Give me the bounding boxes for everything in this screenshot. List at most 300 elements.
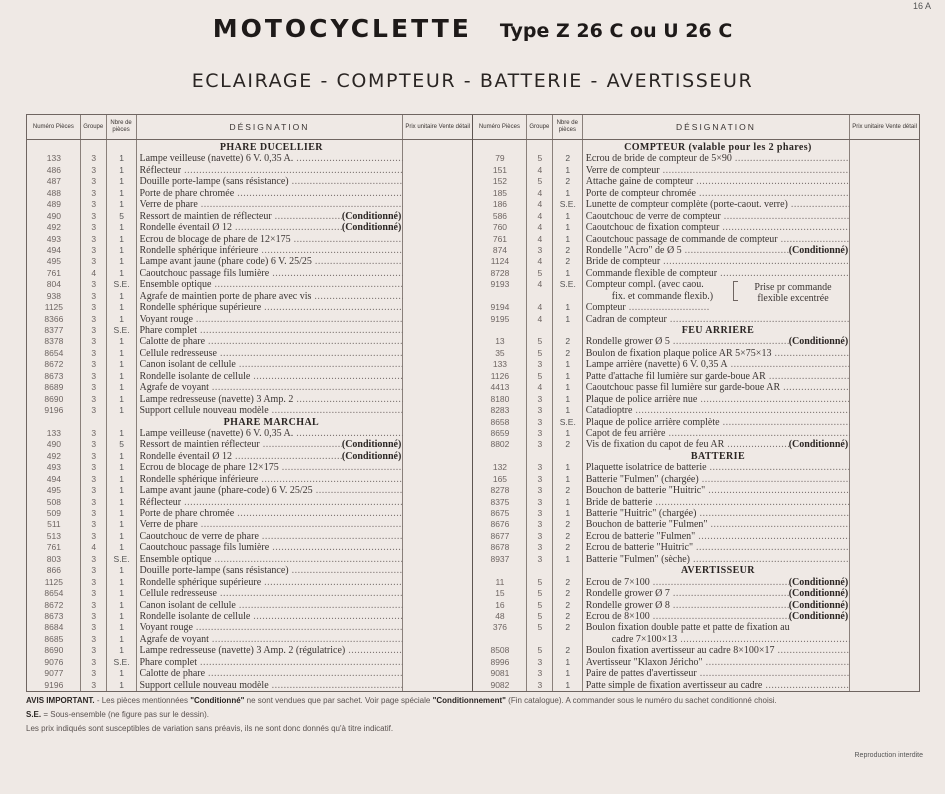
table-row <box>473 588 919 599</box>
quantity: 1 <box>119 233 124 244</box>
designation <box>583 268 850 279</box>
quantity: 1 <box>119 405 124 416</box>
table-row <box>473 462 919 473</box>
price-cell <box>850 153 919 164</box>
prise-line-1: Prise pr commande <box>754 282 832 294</box>
designation <box>137 577 404 588</box>
avis-conditionne: "Conditionné" <box>190 696 245 705</box>
quantity: 1 <box>119 244 124 255</box>
part-number: 152 <box>492 176 508 187</box>
group: 3 <box>91 668 97 679</box>
cell-empty <box>527 451 553 462</box>
part-number: 513 <box>46 530 61 541</box>
table-row <box>27 165 472 176</box>
designation <box>583 428 850 439</box>
designation <box>137 382 404 393</box>
designation <box>137 222 404 233</box>
quantity: 1 <box>565 359 571 370</box>
group: 3 <box>537 473 543 484</box>
price-cell <box>403 359 472 370</box>
part-number: 487 <box>46 176 61 187</box>
conditionne-label: (Conditionné) <box>788 336 849 348</box>
table-row <box>473 554 919 565</box>
price-cell <box>850 268 919 279</box>
quantity: 2 <box>565 485 571 496</box>
part-number: 132 <box>492 462 508 473</box>
designation-text: Lunette de compteur complète (porte-caout. verre) ..... <box>586 199 850 210</box>
quantity: 1 <box>565 405 571 416</box>
quantity: 1 <box>119 336 124 347</box>
designation-text: Lampe veilleuse (navette) 6 V. 0,35 A. ..... <box>140 153 404 164</box>
designation-text: Bride de compteur ..... <box>586 256 850 267</box>
table-row <box>27 680 472 691</box>
header-nbre: Nbre de pièces <box>553 115 583 139</box>
designation <box>583 394 850 405</box>
designation-text: Verre de compteur ..... <box>586 165 850 176</box>
price-cell <box>850 291 919 302</box>
designation-text: Batterie "Fulmen" (chargée) ..... <box>586 474 850 485</box>
designation <box>583 256 850 267</box>
designation-text: Caoutchouc passage fils lumière ..... <box>140 268 404 279</box>
table-row <box>473 508 919 519</box>
designation <box>137 188 404 199</box>
conditionne-label: (Conditionné) <box>788 576 849 588</box>
designation-text: Porte de phare chromée ..... <box>140 188 404 199</box>
table-row <box>27 485 472 496</box>
designation <box>583 645 850 656</box>
designation-text: Rondelle grower Ø 7 ..... <box>586 588 789 599</box>
table-row <box>27 577 472 588</box>
designation <box>137 542 404 553</box>
designation-text: Calotte de phare ..... <box>140 336 404 347</box>
designation-text: Agrafe de voyant ..... <box>140 634 404 645</box>
cell-empty <box>27 142 81 153</box>
part-number: 133 <box>46 427 61 438</box>
table-row <box>27 554 472 565</box>
cell-empty <box>527 325 553 336</box>
designation-text: Batterie "Fulmen" (sèche) ..... <box>586 554 850 565</box>
designation-text: Cellule redresseuse ..... <box>140 588 404 599</box>
price-cell <box>403 199 472 210</box>
designation-text: Caoutchouc passe fil lumière sur garde-boue AR ..... <box>586 382 850 393</box>
designation-text: Voyant rouge ..... <box>140 622 404 633</box>
quantity: 1 <box>119 508 124 518</box>
designation <box>583 668 850 679</box>
quantity: 1 <box>119 450 124 461</box>
table-row <box>27 394 472 405</box>
group: 5 <box>537 610 543 621</box>
quantity: 1 <box>119 187 124 198</box>
price-cell <box>850 234 919 245</box>
designation-text: Patte d'attache fil lumière sur garde-boue AR ..... <box>586 371 850 382</box>
quantity: 1 <box>119 565 124 576</box>
designation-text: Vis de fixation du capot de feu AR ..... <box>586 439 789 450</box>
price-cell <box>403 611 472 622</box>
price-cell <box>403 188 472 199</box>
designation-text: Bouchon de batterie "Huitric" ..... <box>586 485 850 496</box>
conditionne-label: (Conditionné) <box>788 439 849 451</box>
designation-text: Réflecteur ..... <box>140 165 404 176</box>
group: 3 <box>91 347 97 358</box>
designation <box>137 428 404 439</box>
section-heading: PHARE DUCELLIER <box>219 142 323 153</box>
designation <box>137 451 404 462</box>
price-cell <box>403 302 472 313</box>
part-number: 493 <box>46 462 61 473</box>
designation <box>137 645 404 656</box>
price-cell <box>403 485 472 496</box>
part-number: 866 <box>46 565 61 576</box>
price-cell <box>850 451 919 462</box>
group: 4 <box>537 210 543 221</box>
designation <box>583 474 850 485</box>
part-number: 8677 <box>490 530 510 541</box>
quantity: 1 <box>119 679 124 690</box>
table-row <box>473 336 919 347</box>
designation-text: Commande flexible de compteur ..... <box>586 268 850 279</box>
quantity: 1 <box>119 519 124 530</box>
price-cell <box>850 474 919 485</box>
price-cell <box>403 462 472 473</box>
quantity: 1 <box>565 267 571 278</box>
price-cell <box>403 565 472 576</box>
designation <box>137 279 404 290</box>
section-heading: BATTERIE <box>690 450 746 462</box>
part-number: 35 <box>495 347 505 358</box>
quantity: 2 <box>565 610 571 621</box>
section-heading-row <box>27 142 472 153</box>
quantity: 1 <box>565 679 571 690</box>
part-number: 8684 <box>44 622 64 633</box>
group: 3 <box>537 416 543 427</box>
part-number: 492 <box>46 450 61 461</box>
designation <box>583 382 850 393</box>
designation-text: Boulon de fixation plaque police AR 5×75×13 ..... <box>586 348 850 359</box>
designation-text: Batterie "Huitric" (chargée) ..... <box>586 508 850 519</box>
designation <box>583 359 850 370</box>
part-number: 48 <box>495 610 505 621</box>
prise-commande-note <box>733 282 853 304</box>
quantity: 1 <box>119 393 124 404</box>
part-number: 9193 <box>490 279 510 290</box>
page-subtitle: ECLAIRAGE - COMPTEUR - BATTERIE - AVERTISSEUR <box>191 70 754 92</box>
header-groupe: Groupe <box>527 115 553 139</box>
designation <box>137 176 404 187</box>
quantity: 1 <box>565 473 571 484</box>
part-number: 9082 <box>490 679 510 690</box>
designation <box>583 657 850 668</box>
reproduction-notice: Reproduction interdite <box>854 752 923 759</box>
part-number: 761 <box>46 267 61 278</box>
group: 4 <box>91 267 97 278</box>
part-number: 1125 <box>44 576 64 587</box>
group: 3 <box>537 656 543 667</box>
price-cell <box>403 634 472 645</box>
part-number: 8689 <box>44 382 64 393</box>
quantity: 1 <box>119 164 124 175</box>
group: 3 <box>537 359 543 370</box>
price-cell <box>403 279 472 290</box>
quantity: 1 <box>119 199 124 210</box>
designation-text: Rondelle sphérique inférieure ..... <box>140 474 404 485</box>
designation <box>137 531 404 542</box>
quantity: 1 <box>119 302 124 313</box>
group: 5 <box>537 153 543 164</box>
price-cell <box>403 234 472 245</box>
quantity: 1 <box>119 267 124 278</box>
designation-text: Canon isolant de cellule ..... <box>140 600 404 611</box>
price-cell <box>850 519 919 530</box>
table-row <box>27 199 472 210</box>
avis-important-note <box>26 696 920 706</box>
price-cell <box>403 645 472 656</box>
part-number: 133 <box>492 359 508 370</box>
price-cell <box>850 611 919 622</box>
designation-text: Rondelle sphérique supérieure ..... <box>140 302 404 313</box>
price-cell <box>850 622 919 633</box>
brace-icon <box>733 281 738 301</box>
cell-empty <box>473 451 527 462</box>
designation <box>137 234 404 245</box>
part-number: 9081 <box>490 668 510 679</box>
part-number: 760 <box>492 222 508 233</box>
group: 3 <box>91 199 97 210</box>
quantity: 1 <box>119 370 124 381</box>
price-cell <box>850 588 919 599</box>
cell-empty <box>81 142 107 153</box>
group: 3 <box>91 313 97 324</box>
designation <box>137 153 404 164</box>
group: 5 <box>537 599 543 610</box>
part-number: 508 <box>46 496 61 507</box>
group: 3 <box>91 462 97 473</box>
header-designation: DÉSIGNATION <box>137 115 404 139</box>
quantity: 1 <box>119 633 124 644</box>
section-heading-row <box>27 417 472 428</box>
part-number: 8937 <box>490 553 510 564</box>
group: 4 <box>537 279 543 290</box>
price-cell <box>850 565 919 576</box>
part-number: 15 <box>495 588 505 599</box>
designation <box>583 371 850 382</box>
quantity <box>553 291 583 302</box>
part-number: 8278 <box>490 485 510 496</box>
group: 3 <box>91 450 97 461</box>
part-number: 761 <box>492 233 508 244</box>
price-cell <box>403 417 472 428</box>
part-number <box>473 291 527 302</box>
part-number: 9196 <box>44 405 64 416</box>
group: 3 <box>91 187 97 198</box>
table-row <box>27 497 472 508</box>
designation-text: Porte de compteur chromée ..... <box>586 188 850 199</box>
price-cell <box>403 439 472 450</box>
price-cell <box>403 577 472 588</box>
group: 3 <box>537 553 543 564</box>
part-number: 8366 <box>44 313 64 324</box>
part-number: 1125 <box>44 302 64 313</box>
part-number: 8659 <box>490 427 510 438</box>
table-row <box>473 622 919 633</box>
table-row <box>27 336 472 347</box>
part-number: 8283 <box>490 405 510 416</box>
quantity: 1 <box>565 462 571 473</box>
designation-text: Support cellule nouveau modèle ..... <box>140 405 404 416</box>
part-number: 8672 <box>44 599 64 610</box>
group: 3 <box>91 222 97 233</box>
designation-text: Ecrou de blocage de phare 12×175 ..... <box>140 462 404 473</box>
table-row <box>473 234 919 245</box>
table-row <box>27 462 472 473</box>
designation <box>583 497 850 508</box>
designation <box>583 542 850 553</box>
part-number: 874 <box>492 244 508 255</box>
part-number: 133 <box>46 153 61 164</box>
table-row <box>473 371 919 382</box>
table-row <box>27 371 472 382</box>
cell-empty <box>527 565 553 576</box>
designation-text: Boulon fixation double patte et patte de fixation au <box>585 622 790 634</box>
price-cell <box>850 359 919 370</box>
quantity: 1 <box>119 530 124 541</box>
section-heading: PHARE MARCHAL <box>223 416 320 428</box>
designation <box>137 405 404 416</box>
quantity: 1 <box>119 462 124 473</box>
conditionne-label: (Conditionné) <box>788 610 849 622</box>
quantity: S.E. <box>113 553 130 564</box>
designation <box>583 234 850 245</box>
designation <box>137 359 404 370</box>
price-cell <box>850 554 919 565</box>
quantity: 1 <box>119 473 124 484</box>
price-cell <box>403 451 472 462</box>
designation <box>137 519 404 530</box>
designation-text: Ensemble optique ..... <box>140 279 404 290</box>
price-cell <box>850 657 919 668</box>
table-row <box>27 519 472 530</box>
group: 5 <box>537 645 543 656</box>
cell-empty <box>107 142 137 153</box>
part-number: 489 <box>46 199 61 210</box>
price-cell <box>850 417 919 428</box>
table-row <box>473 428 919 439</box>
price-cell <box>850 382 919 393</box>
designation-text: Ressort de maintien réflecteur ..... <box>140 439 342 450</box>
group: 5 <box>537 347 543 358</box>
table-header <box>473 115 919 140</box>
group: 3 <box>537 530 543 541</box>
page-title: MOTOCYCLETTE <box>212 14 472 43</box>
group: 3 <box>537 679 543 690</box>
designation <box>137 508 404 519</box>
designation-text: Verre de phare ..... <box>140 199 404 210</box>
quantity: S.E. <box>113 656 130 667</box>
part-number: 8508 <box>490 645 510 656</box>
quantity: 1 <box>565 370 571 381</box>
page-title-block <box>0 14 945 43</box>
avis-text-3: (Fin catalogue). A commander sous le numéro du sachet conditionné choisi. <box>505 696 777 705</box>
quantity: 1 <box>119 576 124 587</box>
group: 4 <box>537 164 543 175</box>
designation <box>137 199 404 210</box>
designation-text: Patte simple de fixation avertisseur au cadre ..... <box>586 680 850 691</box>
group: 3 <box>91 565 97 576</box>
part-number: 9194 <box>490 302 510 313</box>
designation-text: Ecrou de 7×100 ..... <box>586 577 789 588</box>
quantity: 2 <box>565 336 571 347</box>
quantity: 2 <box>565 256 571 267</box>
price-cell <box>403 474 472 485</box>
group: 5 <box>537 370 543 381</box>
cell-empty <box>553 325 583 336</box>
price-cell <box>403 336 472 347</box>
designation-text: Bouchon de batterie "Fulmen" ..... <box>586 519 850 530</box>
designation-text: Caoutchouc passage fils lumière ..... <box>140 542 404 553</box>
designation <box>137 314 404 325</box>
designation <box>583 554 850 565</box>
designation <box>583 336 850 347</box>
quantity: 2 <box>565 622 571 633</box>
group: 4 <box>537 302 543 313</box>
table-row <box>27 439 472 450</box>
group: 3 <box>537 519 543 530</box>
table-row <box>473 417 919 428</box>
table-row <box>473 657 919 668</box>
designation-text: Lampe arrière (navette) 6 V. 0,35 A ..... <box>586 359 850 370</box>
designation <box>137 439 404 450</box>
cell-empty <box>553 451 583 462</box>
price-cell <box>403 542 472 553</box>
group: 3 <box>91 370 97 381</box>
part-number: 8375 <box>490 496 510 507</box>
group: 3 <box>91 588 97 599</box>
header-numero: Numéro Pièces <box>27 115 81 139</box>
price-cell <box>403 428 472 439</box>
group: 5 <box>537 336 543 347</box>
price-cell <box>403 211 472 222</box>
part-number: 9195 <box>490 313 510 324</box>
part-number: 804 <box>46 279 61 290</box>
designation-text: Porte de phare chromée ..... <box>140 508 404 519</box>
group: 3 <box>537 508 543 518</box>
designation-text: Rondelle éventail Ø 12 ..... <box>140 222 342 233</box>
price-cell <box>850 485 919 496</box>
price-cell <box>850 176 919 187</box>
conditionne-label: (Conditionné) <box>788 599 849 611</box>
group: 3 <box>91 427 97 438</box>
designation-text: Lampe avant jaune (phare code) 6 V. 25/25 ..... <box>140 256 404 267</box>
designation <box>137 622 404 633</box>
quantity: 2 <box>565 176 571 187</box>
cell-empty <box>27 417 81 428</box>
price-cell <box>403 668 472 679</box>
quantity: 1 <box>119 622 124 633</box>
section-heading-row <box>473 325 919 336</box>
quantity: 1 <box>565 382 571 393</box>
price-cell <box>850 645 919 656</box>
table-row <box>27 291 472 302</box>
part-number: 376 <box>492 622 508 633</box>
table-row <box>473 176 919 187</box>
quantity: 2 <box>565 576 571 587</box>
group: 3 <box>91 176 97 187</box>
price-cell <box>850 634 919 645</box>
designation-text: Support cellule nouveau modèle ..... <box>140 680 404 691</box>
designation-text: Plaque de police arrière complète ..... <box>586 417 850 428</box>
table-row <box>473 405 919 416</box>
table-row <box>27 531 472 542</box>
quantity: 1 <box>119 176 124 187</box>
